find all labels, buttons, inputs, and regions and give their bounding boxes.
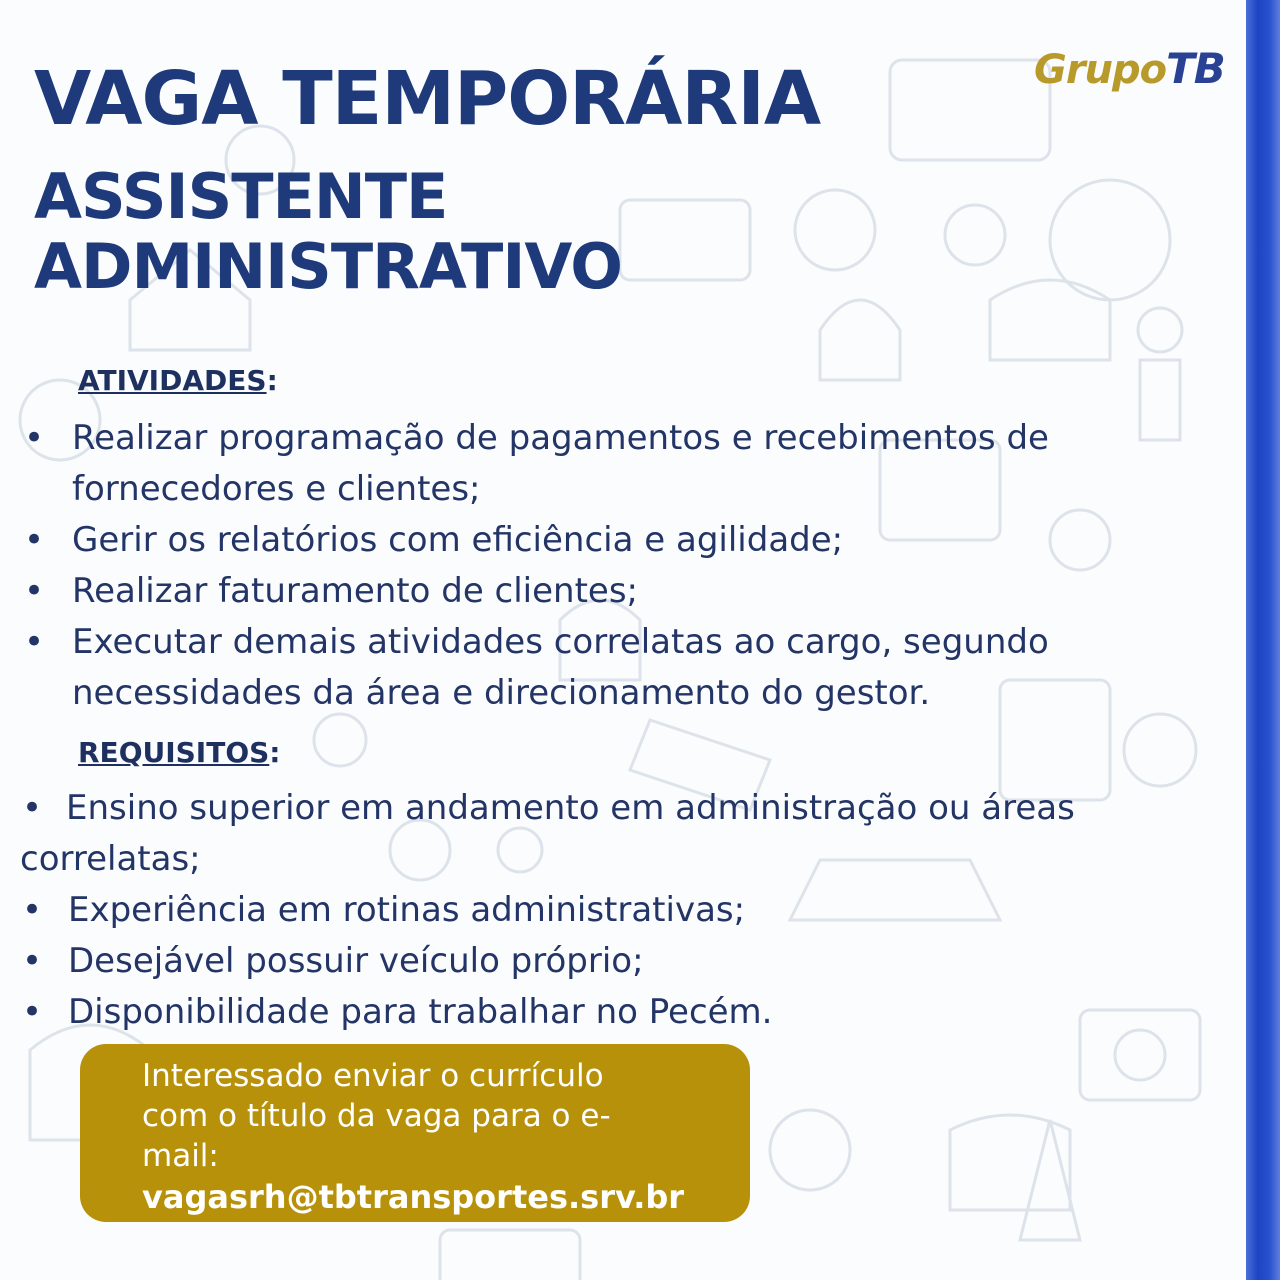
company-logo [1034, 44, 1225, 93]
list-item: • Ensino superior em andamento em administração ou áreas correlatas; [20, 788, 1075, 879]
list-item: • Realizar programação de pagamentos e recebimentos de fornecedores e clientes; [24, 418, 1049, 509]
logo-text-grupo: Grupo [1034, 47, 1167, 93]
requirements-heading: REQUISITOS: [78, 736, 281, 769]
activities-heading-text: ATIVIDADES [78, 364, 267, 397]
page-title: VAGA TEMPORÁRIA [34, 56, 821, 142]
list-item: • Disponibilidade para trabalhar no Pecém. [22, 992, 773, 1032]
job-title-line1: ASSISTENTE [34, 160, 448, 233]
list-item: • Executar demais atividades correlatas ao cargo, segundo necessidades da área e direcionamento do gestor. [24, 622, 1049, 713]
list-item: • Realizar faturamento de clientes; [24, 571, 639, 611]
activities-list [22, 413, 1122, 719]
requirements-list [20, 783, 1120, 1038]
job-title [34, 162, 622, 302]
application-callout [80, 1044, 750, 1222]
job-title-line2: ADMINISTRATIVO [34, 230, 622, 303]
list-item: • Desejável possuir veículo próprio; [22, 941, 644, 981]
callout-text: Interessado enviar o currículo com o título da vaga para o e-mail: [142, 1058, 611, 1174]
logo-text-tb: TB [1166, 44, 1225, 93]
right-accent-stripe [1246, 0, 1280, 1280]
contact-email[interactable]: vagasrh@tbtransportes.srv.br [142, 1178, 685, 1216]
activities-heading: ATIVIDADES: [78, 364, 278, 397]
requirements-heading-text: REQUISITOS [78, 736, 270, 769]
list-item: • Gerir os relatórios com eficiência e agilidade; [24, 520, 844, 560]
list-item: • Experiência em rotinas administrativas; [22, 890, 746, 930]
